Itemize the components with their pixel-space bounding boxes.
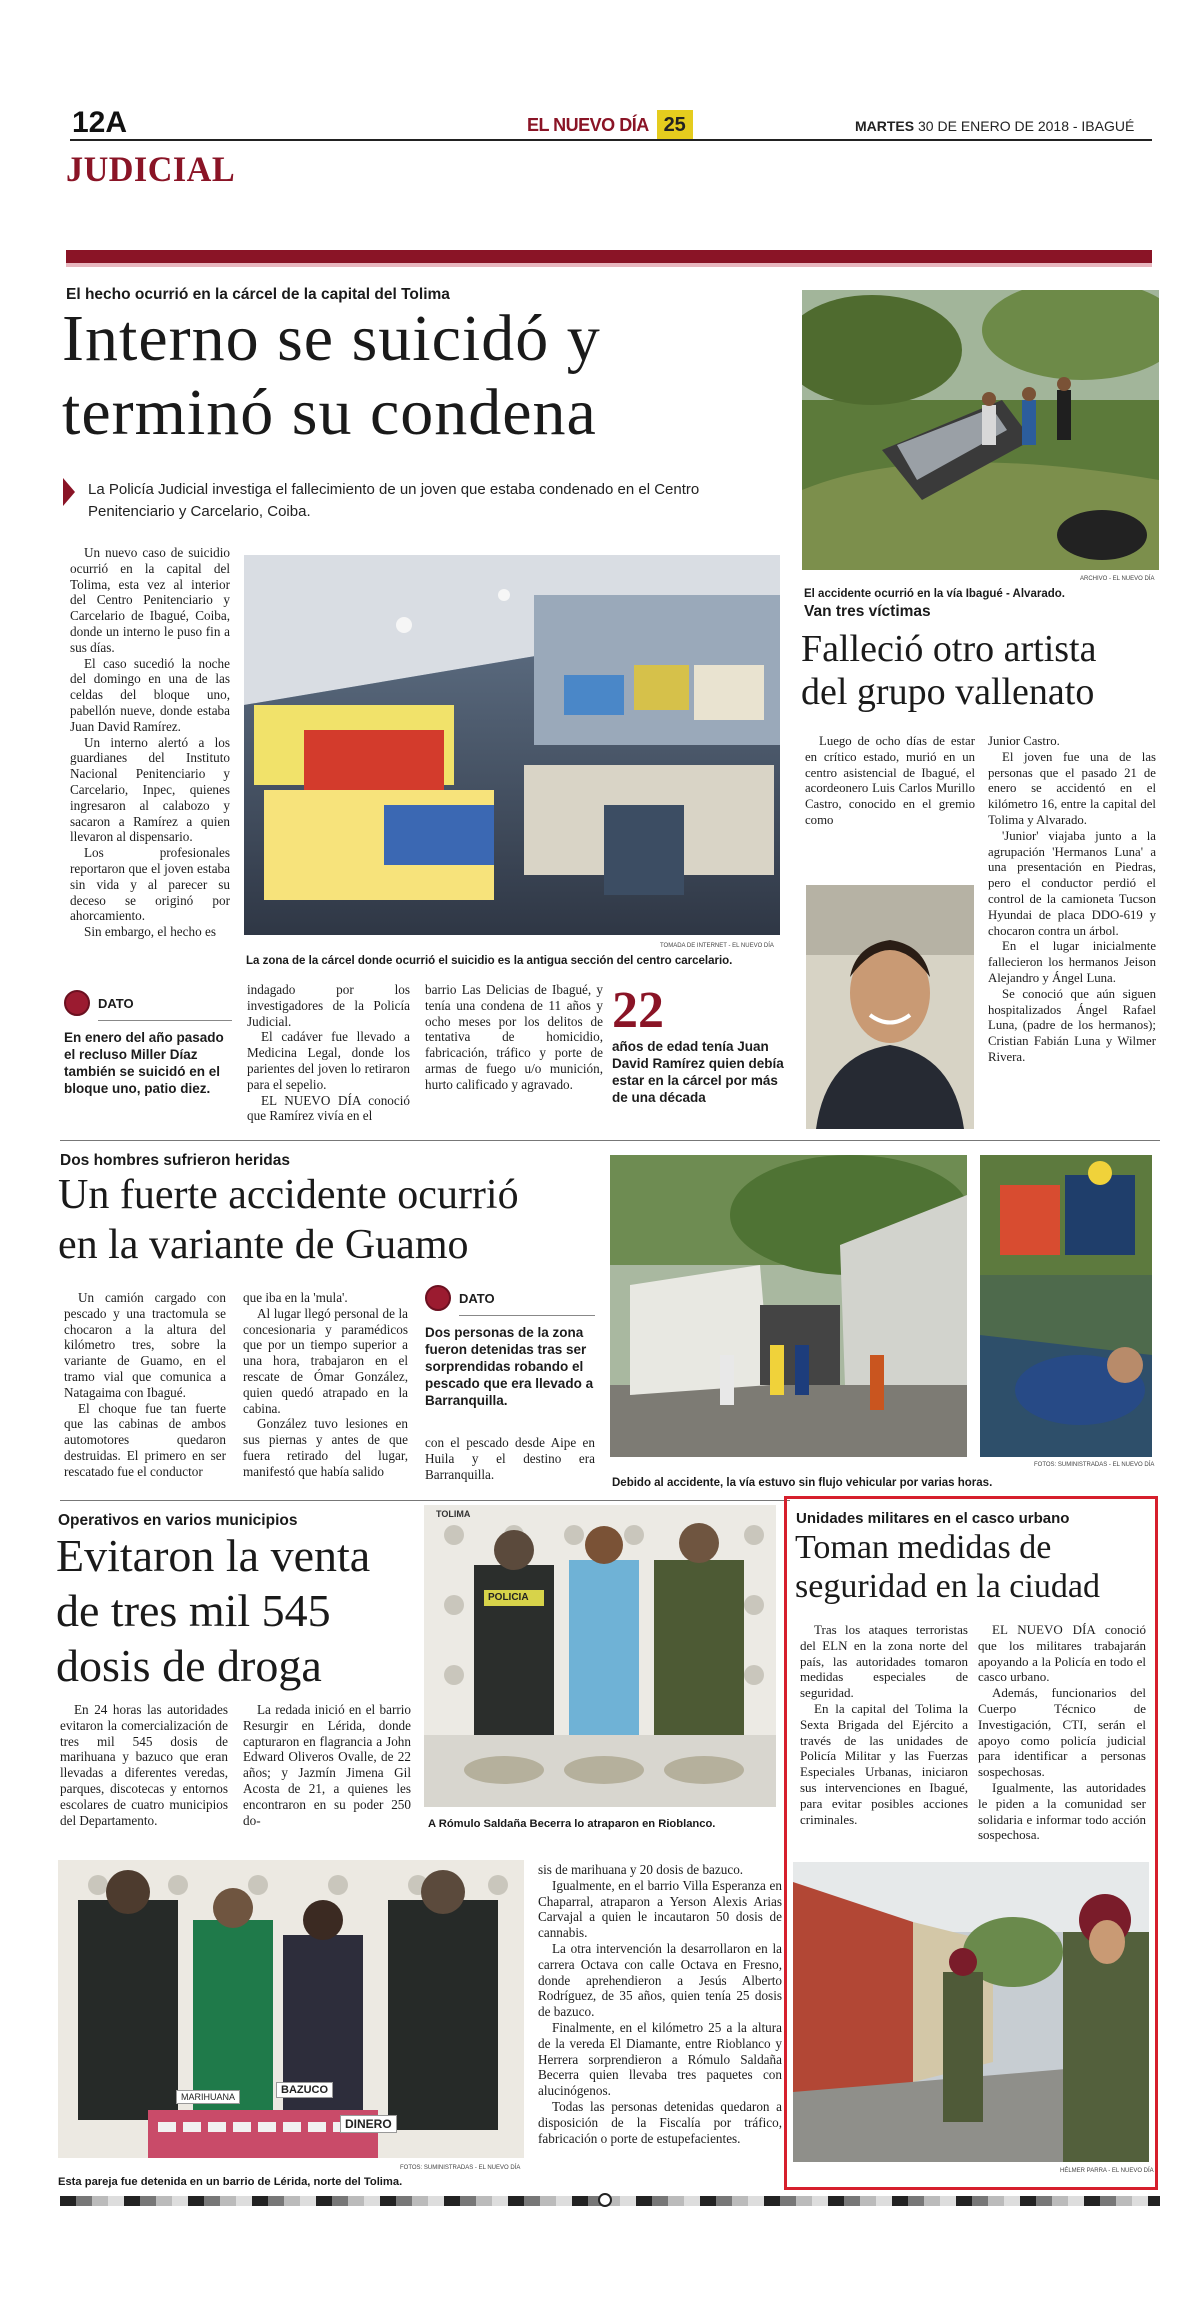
story2-headline (801, 628, 1161, 714)
story2-headline-line1: Falleció otro artista (801, 628, 1097, 670)
arrest-photo-top (424, 1505, 776, 1807)
crash-photo-caption: El accidente ocurrió en la vía Ibagué - Alvarado. (804, 588, 1065, 600)
story2-col1 (805, 734, 975, 829)
story2-col2-p2: El joven fue una de las personas que el pasado 21 de enero se accidentó en el kilómetro 16, entre la capital del Tolima y Alvarado. (988, 749, 1156, 827)
story1-kicker: El hecho ocurrió en la cárcel de la capital del Tolima (66, 286, 450, 303)
arrest-bottom-image (58, 1860, 524, 2158)
footer-registration-icon (598, 2193, 612, 2207)
story4-col3-p4: Finalmente, en el kilómetro 25 a la altura de la vereda El Diamante, entre Rioblanco y Herrera sorprendieron a Rómulo Saldaña Becerra quien llevaba tres paquetes con alucinógenos. (538, 2019, 782, 2099)
story4-col3-p3: La otra intervención la desarrollaron en la carrera Octava con calle Octava en Fresno, donde aprehendieron a Jesús Alberto Rodríguez, de 35 años, quien tenía 25 dosis de bazuco. (538, 1940, 782, 2020)
soldiers-image (793, 1862, 1149, 2162)
dato-badge (425, 1285, 595, 1311)
big-number-text: años de edad tenía Juan David Ramírez quien debía estar en la cárcel por más de una década (612, 1039, 784, 1105)
date-rest: 30 DE ENERO DE 2018 - IBAGUÉ (918, 118, 1135, 134)
story3-headline-line1: Un fuerte accidente ocurrió (58, 1172, 519, 1218)
dato-icon (64, 990, 90, 1016)
story1-col3-p1: barrio Las Delicias de Ibagué, y tenía una condena de 11 años y ocho meses por los delitos de tentativa de homicidio, fabricación, tráfico y porte de armas de fuego u/o munición, hurto calificado y agravado. (425, 982, 603, 1092)
divider-2 (60, 1500, 790, 1501)
crash-photo (802, 290, 1159, 570)
story1-col1-p3: Un interno alertó a los guardianes del Instituto Nacional Penitenciario y Carcelario, Inpec, quienes ingresaron al calabozo y sacaron a Ramírez a quien llevaron al dispensario. (70, 734, 230, 845)
prison-photo-image (244, 555, 780, 935)
story1-col2-p2: El cadáver fue llevado a Medicina Legal, donde los parientes del joven lo retiraron para el sepelio. (247, 1029, 410, 1092)
prison-photo-credit: TOMADA DE INTERNET - EL NUEVO DÍA (660, 943, 774, 949)
dato-label: DATO (459, 1290, 495, 1306)
story5-kicker: Unidades militares en el casco urbano (796, 1510, 1070, 1527)
story4-headline-line3: dosis de droga (56, 1640, 322, 1691)
story2-col2 (988, 734, 1156, 1066)
story4-col3-p5: Todas las personas detenidas quedaron a disposición de la Fiscalía por tráfico, fabricación o porte de estupefacientes. (538, 2098, 782, 2146)
story5-headline-line1: Toman medidas de (795, 1529, 1052, 1566)
soldiers-photo-credit: HÉLMER PARRA - EL NUEVO DÍA (1060, 2168, 1154, 2174)
story3-col2 (243, 1290, 408, 1480)
page-number: 12A (72, 106, 128, 139)
story1-number-box (612, 982, 784, 1106)
story4-headline-line1: Evitaron la venta (56, 1530, 371, 1581)
soldiers-photo (793, 1862, 1149, 2162)
story1-dato-box (64, 990, 232, 1097)
anniversary-badge: 25 (657, 110, 693, 140)
story4-col3 (538, 1862, 782, 2146)
story4-col1 (60, 1702, 228, 1828)
story5-col2 (978, 1622, 1146, 1843)
dato-label: DATO (98, 995, 134, 1011)
page-date (855, 118, 1134, 134)
truck-crash-photo (610, 1155, 967, 1457)
dato-badge (64, 990, 232, 1016)
story3-kicker: Dos hombres sufrieron heridas (60, 1152, 290, 1169)
story2-col1-p1: Luego de ocho días de estar en crítico estado, murió en un centro asistencial de Ibagué, el acordeonero Luis Carlos Murillo Castro, conocido en el gremio como (805, 734, 975, 827)
story2-headline-line2: del grupo vallenato (801, 671, 1095, 713)
photo-vest-policia: POLICIA (488, 1592, 529, 1603)
label-marihuana: MARIHUANA (176, 2090, 240, 2104)
artist-portrait-image (806, 885, 974, 1129)
big-number: 22 (612, 982, 664, 1039)
masthead-logo (527, 110, 693, 140)
dato-rule (98, 1020, 232, 1021)
story5-headline (795, 1528, 1155, 1606)
story3-col2-p3: González tuvo lesiones en sus piernas y antes de que fuera retirado del lugar, manifestó que había salido (243, 1416, 408, 1479)
story1-col1-p2: El caso sucedió la noche del domingo en una de las celdas del bloque uno, pabellón nueve, donde estaba Juan David Ramírez. (70, 655, 230, 734)
story1-headline (62, 302, 802, 450)
story4-kicker: Operativos en varios municipios (58, 1512, 298, 1529)
arrest-bottom-caption: Esta pareja fue detenida en un barrio de Lérida, norte del Tolima. (58, 2176, 403, 2188)
story3-col3-p1: con el pescado desde Aipe en Huila y el destino era Barranquilla. (425, 1435, 595, 1482)
story3-dato-box (425, 1285, 595, 1409)
dato-rule (459, 1315, 595, 1316)
story5-headline-line2: seguridad en la ciudad (795, 1568, 1100, 1605)
story1-col1-p1: Un nuevo caso de suicidio ocurrió en la capital del Tolima, esta vez al interior del Centro Penitenciario y Carcelario de Ibagué, Coiba, donde un interno le puso fin a sus días. (70, 545, 230, 655)
section-bar (66, 250, 1152, 263)
story1-col1-p5: Sin embargo, el hecho es (84, 924, 216, 940)
section-bar-tint (66, 263, 1152, 267)
story2-col2-p3: 'Junior' viajaba junto a la agrupación 'Hermanos Luna' a una presentación en Piedras, pero el conductor perdió el control de la camioneta Tucson Hyundai de placa DDO-619 y chocaron contra un árbol. (988, 828, 1156, 938)
dato-icon (425, 1285, 451, 1311)
story4-col3-p2: Igualmente, en el barrio Villa Esperanza en Chaparral, atraparon a Yerson Alexis Arias Carvajal a quien le incautaron 50 dosis de cannabis. (538, 1877, 782, 1941)
story3-col2-p2: Al lugar llegó personal de la concesionaria y paramédicos que por un tiempo superior a una hora, trabajaron en el rescate de Ómar González, quien quedó atrapado en la cabina. (243, 1305, 408, 1416)
story1-col1 (70, 545, 230, 940)
story5-col2-p2: Además, funcionarios del Cuerpo Técnico de Investigación, CTI, serán el apoyo como policía judicial para identificar a personas sospechosas. (978, 1685, 1146, 1780)
story1-col3 (425, 982, 603, 1093)
prison-photo-caption: La zona de la cárcel donde ocurrió el suicidio es la antigua sección del centro carcelario. (246, 955, 733, 967)
story1-col1-p4: Los profesionales reportaron que el joven estaba sin vida y al parecer su deceso se originó por ahorcamiento. (70, 845, 230, 924)
dato-text: Dos personas de la zona fueron detenidas tras ser sorprendidas robando el pescado que era llevado a Barranquilla. (425, 1325, 594, 1408)
story2-col2-p4: En el lugar inicialmente fallecieron los hermanos Jeison Alejandro y Ángel Luna. (988, 939, 1156, 985)
prison-photo (244, 555, 780, 935)
story4-headline-line2: de tres mil 545 (56, 1585, 331, 1636)
artist-portrait-photo (806, 885, 974, 1129)
dato-text: En enero del año pasado el recluso Miller Díaz también se suicidó en el bloque uno, patio diez. (64, 1030, 224, 1096)
story3-col2-p1: que iba en la 'mula'. (243, 1290, 348, 1305)
story3-headline-line2: en la variante de Guamo (58, 1222, 469, 1268)
arrest-top-image (424, 1505, 776, 1807)
story3-col1-p2: El choque fue tan fuerte que las cabinas de ambos automotores quedaron destruidas. El primero en ser rescatado fue el conductor (64, 1400, 226, 1479)
rescue-image (980, 1155, 1152, 1457)
label-bazuco: BAZUCO (276, 2082, 333, 2098)
story4-col3-p1: sis de marihuana y 20 dosis de bazuco. (538, 1862, 744, 1877)
story2-col2-p1: Junior Castro. (988, 734, 1060, 748)
story5-col2-p1: EL NUEVO DÍA conoció que los militares trabajarán apoyando a la Policía en todo el casco urbano. (978, 1622, 1146, 1685)
divider-1 (60, 1140, 1160, 1141)
story4-col2-p1: La redada inició en el barrio Resurgir en Lérida, donde capturaron en flagrancia a John Edward Oliveros Ovalle, de 22 años; y Jazmín Jimena Gil Acosta de 21, a quienes les encontraron en su poder 250 do- (243, 1702, 411, 1828)
rescue-photo (980, 1155, 1152, 1457)
story5-col1 (800, 1622, 968, 1827)
story2-col2-p5: Se conoció que aún siguen hospitalizados Ángel Rafael Luna, (padre de los hermanos); Cristian Fabián Luna y Wilmer Rivera. (988, 986, 1156, 1064)
deck-marker-icon (63, 478, 75, 506)
header-rule (70, 139, 1152, 141)
section-title: JUDICIAL (66, 149, 236, 189)
story4-col2 (243, 1702, 411, 1828)
arrest-top-caption: A Rómulo Saldaña Becerra lo atraparon en Rioblanco. (428, 1818, 716, 1830)
truck-photo-caption: Debido al accidente, la vía estuvo sin flujo vehicular por varias horas. (612, 1477, 993, 1489)
story4-headline (56, 1528, 436, 1693)
photo-sign-tolima: TOLIMA (436, 1509, 471, 1519)
truck-photo-credit: FOTOS: SUMINISTRADAS - EL NUEVO DÍA (1034, 1462, 1155, 1468)
story3-col1 (64, 1290, 226, 1480)
story1-col2-p3: EL NUEVO DÍA conoció que Ramírez vivía en el (247, 1092, 410, 1124)
story3-headline (58, 1170, 618, 1270)
story1-col2 (247, 982, 410, 1124)
story5-col1-p1: Tras los ataques terroristas del ELN en la zona norte del país, las autoridades tomaron medidas especiales de seguridad. (800, 1622, 968, 1701)
story1-col2-p1: indagado por los investigadores de la Policía Judicial. (247, 982, 410, 1029)
story2-kicker: Van tres víctimas (804, 603, 931, 620)
arrest-photo-bottom (58, 1860, 524, 2158)
label-dinero: DINERO (340, 2115, 397, 2133)
crash-photo-credit: ARCHIVO - EL NUEVO DÍA (1080, 576, 1155, 582)
arrest-bottom-credit: FOTOS: SUMINISTRADAS - EL NUEVO DÍA (400, 2165, 521, 2171)
story1-headline-line1: Interno se suicidó y (62, 302, 601, 375)
masthead-name: EL NUEVO DÍA (527, 114, 649, 135)
story1-deck: La Policía Judicial investiga el fallecimiento de un joven que estaba condenado en el Centro Penitenciario y Carcelario, Coiba. (88, 481, 700, 520)
crash-photo-image (802, 290, 1159, 570)
story3-col3 (425, 1435, 595, 1482)
story1-headline-line2: terminó su condena (62, 376, 597, 449)
story5-col1-p2: En la capital del Tolima la Sexta Brigada del Ejército a través de las unidades de Policía Militar y las Fuerzas Especiales Urbanas, iniciaron sus intervenciones en Ibagué, para evitar posibles acciones criminales. (800, 1700, 968, 1827)
date-day: MARTES (855, 118, 915, 134)
story3-col1-p1: Un camión cargado con pescado y una tractomula se chocaron a la altura del kilómetro tres, sobre la variante de Guamo, en el tramo vial que comunica a Natagaima con Ibagué. (64, 1290, 226, 1400)
story4-col1-p1: En 24 horas las autoridades evitaron la comercialización de tres mil 545 dosis de marihuana y bazuco que eran llevadas a diferentes veredas, parques, discotecas y entornos escolares de cuatro municipios del Departamento. (60, 1702, 228, 1828)
truck-crash-image (610, 1155, 967, 1457)
story5-col2-p3: Igualmente, las autoridades le piden a la comunidad ser solidaria e informar todo acción sospechosa. (978, 1779, 1146, 1843)
